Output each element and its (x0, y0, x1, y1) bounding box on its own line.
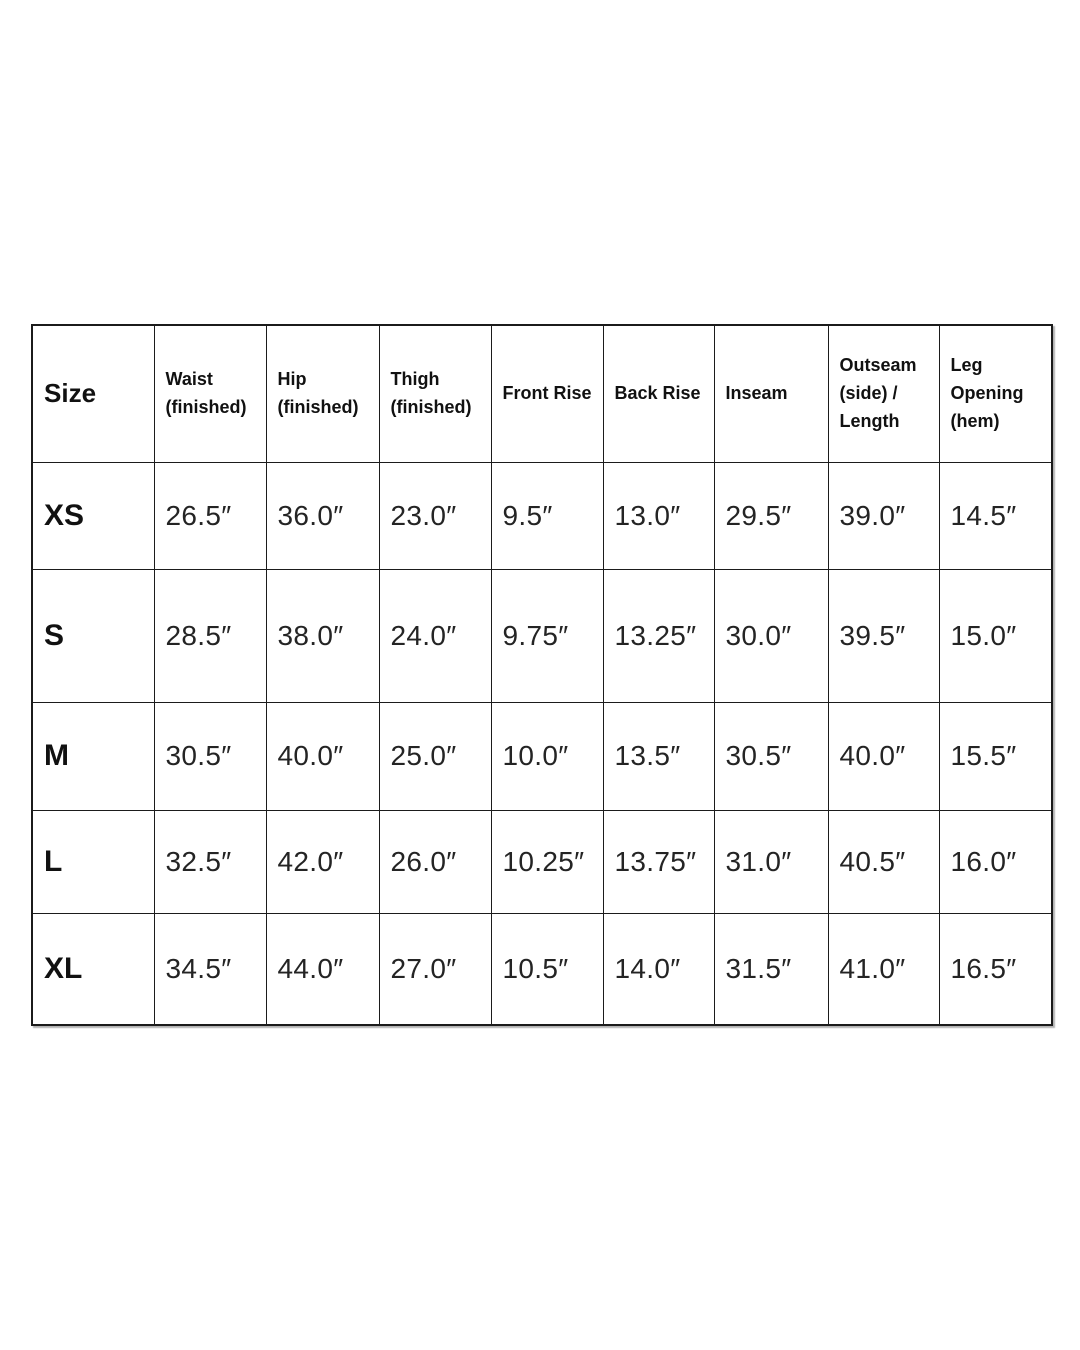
measurement-cell: 44.0″ (266, 913, 379, 1025)
column-header-waist: Waist (finished) (154, 325, 266, 462)
measurement-cell: 41.0″ (828, 913, 939, 1025)
table-row-xs (32, 462, 1052, 569)
measurement-cell: 40.0″ (828, 702, 939, 810)
measurement-cell: 16.0″ (939, 810, 1052, 913)
measurement-cell: 23.0″ (379, 462, 491, 569)
column-header-back-rise: Back Rise (603, 325, 714, 462)
column-header-front-rise: Front Rise (491, 325, 603, 462)
measurement-cell: 34.5″ (154, 913, 266, 1025)
measurement-cell: 13.0″ (603, 462, 714, 569)
measurement-cell: 26.0″ (379, 810, 491, 913)
size-label: L (32, 810, 154, 913)
measurement-cell: 28.5″ (154, 569, 266, 702)
measurement-cell: 13.75″ (603, 810, 714, 913)
size-label: XS (32, 462, 154, 569)
measurement-cell: 40.5″ (828, 810, 939, 913)
measurement-cell: 31.5″ (714, 913, 828, 1025)
measurement-cell: 40.0″ (266, 702, 379, 810)
measurement-cell: 25.0″ (379, 702, 491, 810)
measurement-cell: 26.5″ (154, 462, 266, 569)
measurement-cell: 29.5″ (714, 462, 828, 569)
measurement-cell: 39.0″ (828, 462, 939, 569)
table-row-xl (32, 913, 1052, 1025)
measurement-cell: 16.5″ (939, 913, 1052, 1025)
measurement-cell: 31.0″ (714, 810, 828, 913)
measurement-cell: 39.5″ (828, 569, 939, 702)
measurement-cell: 36.0″ (266, 462, 379, 569)
measurement-cell: 9.5″ (491, 462, 603, 569)
measurement-cell: 10.5″ (491, 913, 603, 1025)
measurement-cell: 30.0″ (714, 569, 828, 702)
measurement-cell: 9.75″ (491, 569, 603, 702)
header-row (32, 325, 1052, 462)
measurement-cell: 42.0″ (266, 810, 379, 913)
measurement-cell: 10.25″ (491, 810, 603, 913)
measurement-cell: 15.5″ (939, 702, 1052, 810)
table-row-s (32, 569, 1052, 702)
measurement-cell: 32.5″ (154, 810, 266, 913)
measurement-cell: 14.0″ (603, 913, 714, 1025)
column-header-hip: Hip (finished) (266, 325, 379, 462)
measurement-cell: 27.0″ (379, 913, 491, 1025)
measurement-cell: 15.0″ (939, 569, 1052, 702)
column-header-thigh: Thigh (finished) (379, 325, 491, 462)
measurement-cell: 14.5″ (939, 462, 1052, 569)
measurement-cell: 24.0″ (379, 569, 491, 702)
table-row-m (32, 702, 1052, 810)
column-header-outseam: Outseam (side) / Length (828, 325, 939, 462)
size-label: XL (32, 913, 154, 1025)
size-chart-table (31, 324, 1053, 1026)
measurement-cell: 30.5″ (714, 702, 828, 810)
measurement-cell: 10.0″ (491, 702, 603, 810)
column-header-size: Size (32, 325, 154, 462)
size-label: M (32, 702, 154, 810)
column-header-inseam: Inseam (714, 325, 828, 462)
measurement-cell: 13.25″ (603, 569, 714, 702)
column-header-leg-opening: Leg Opening (hem) (939, 325, 1052, 462)
measurement-cell: 38.0″ (266, 569, 379, 702)
measurement-cell: 13.5″ (603, 702, 714, 810)
size-label: S (32, 569, 154, 702)
measurement-cell: 30.5″ (154, 702, 266, 810)
table-row-l (32, 810, 1052, 913)
